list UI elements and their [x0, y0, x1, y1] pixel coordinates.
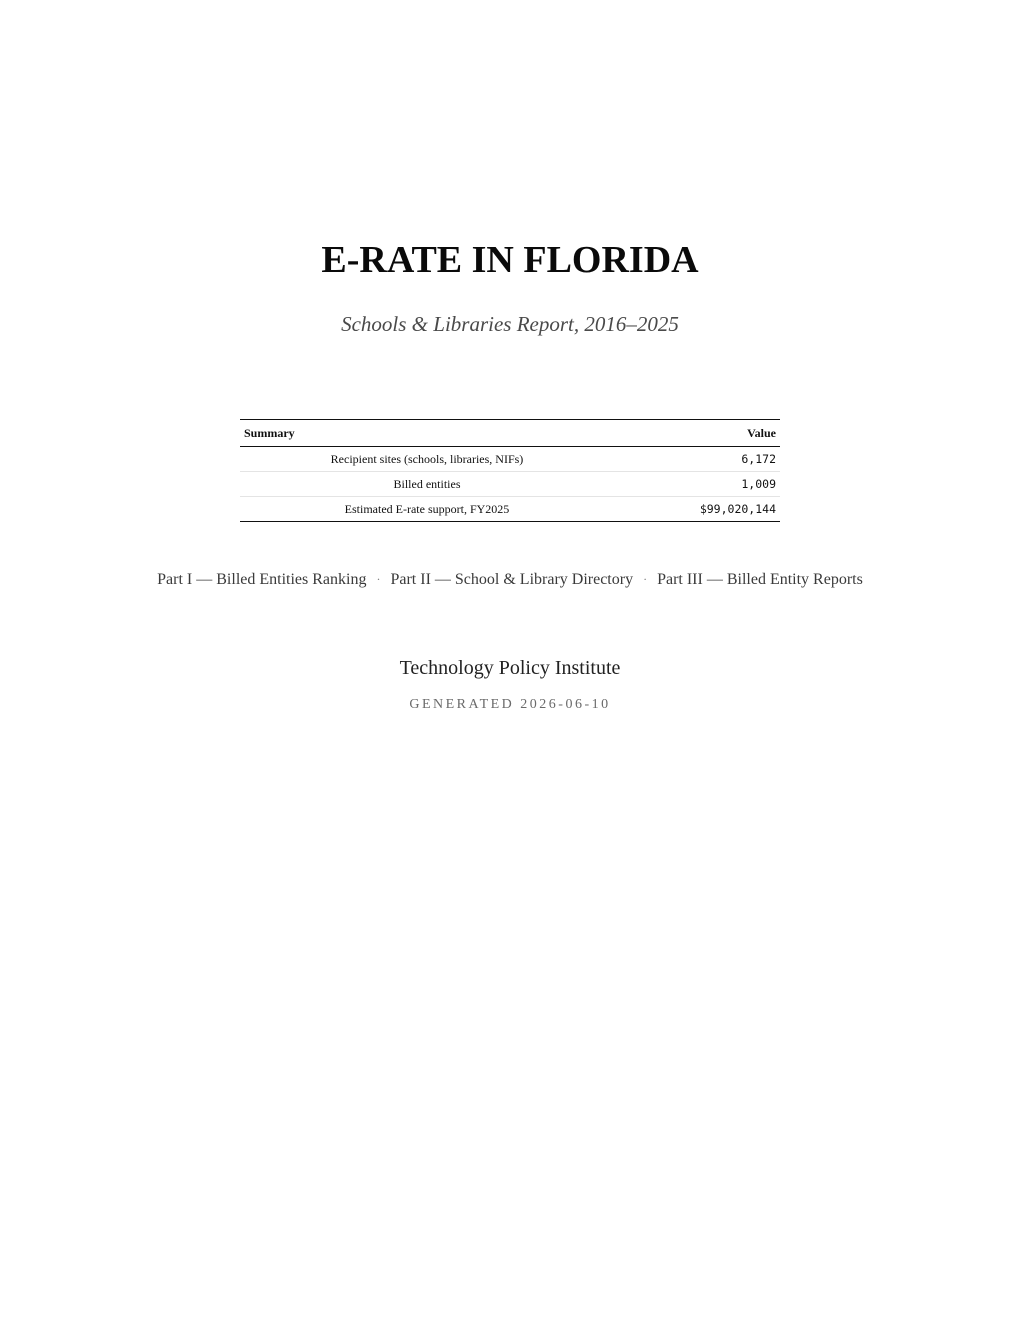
- parts-contents: [0, 571, 1020, 589]
- summary-row-value: 1,009: [614, 472, 780, 497]
- part-3-link[interactable]: Part III — Billed Entity Reports: [657, 571, 863, 588]
- parts-separator: ·: [376, 572, 381, 586]
- table-row: [240, 447, 780, 472]
- summary-table: [240, 419, 780, 522]
- organization-name: Technology Policy Institute: [399, 657, 621, 679]
- summary-row-value: $99,020,144: [699, 502, 776, 516]
- document-subtitle: Schools & Libraries Report, 2016–2025: [341, 312, 679, 336]
- part-2-link[interactable]: Part II — School & Library Directory: [390, 571, 634, 588]
- summary-header-value: Value: [614, 420, 780, 447]
- table-row: [240, 497, 780, 522]
- parts-separator: ·: [643, 572, 648, 586]
- summary-header-label: Summary: [240, 420, 614, 447]
- summary-row-value: 6,172: [614, 447, 780, 472]
- summary-header-row: [240, 420, 780, 447]
- generated-date: GENERATED 2026-06-10: [409, 697, 611, 712]
- part-1-link[interactable]: Part I — Billed Entities Ranking: [157, 571, 367, 588]
- document-title: E-RATE IN FLORIDA: [321, 239, 699, 281]
- table-row: [240, 472, 780, 497]
- summary-row-label: Billed entities: [240, 472, 614, 497]
- summary-row-label: Recipient sites (schools, libraries, NIFs): [240, 447, 614, 472]
- summary-row-label: Estimated E-rate support, FY2025: [344, 501, 510, 516]
